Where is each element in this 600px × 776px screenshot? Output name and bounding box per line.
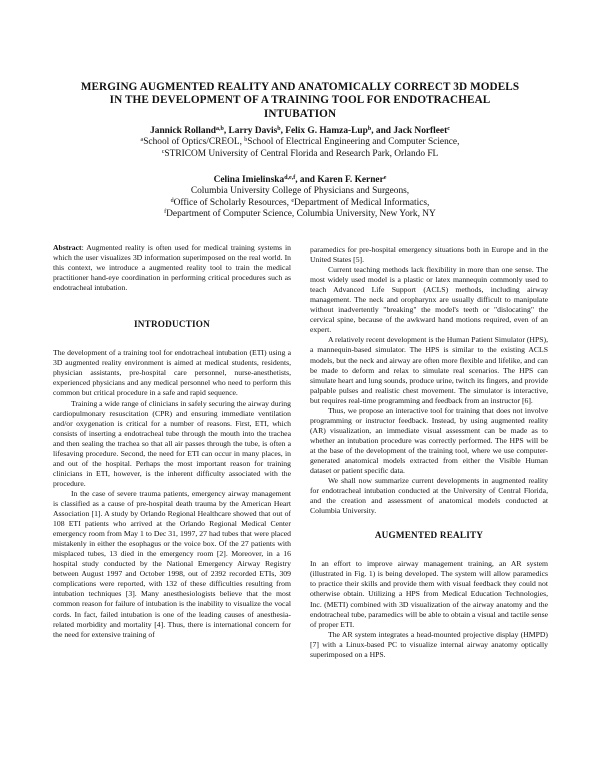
author-block-columbia: [40, 175, 560, 221]
author-names: Jannick Rolland$^{a,b}$, Larry Davis$^b$, Felix G. Hamza-Lup$^b$, and Jack Norfleet$^c$: [150, 126, 450, 136]
affiliation-line: $^f$Department of Computer Science, Columbia University, New York, NY: [164, 209, 436, 220]
abstract: [53, 243, 291, 293]
author-names: Celina Imielinska$^{d,e,f}$, and Karen F. Kerner$^e$: [213, 175, 387, 185]
title-line: INTUBATION: [263, 107, 337, 120]
title-line: MERGING AUGMENTED REALITY AND ANATOMICALLY CORRECT 3D MODELS: [80, 81, 520, 93]
affiliation-line: $^a$School of Optics/CREOL, $^b$School of Electrical Engineering and Computer Science,: [140, 137, 460, 148]
paragraph: Thus, we propose an interactive tool for training that does not involve programming or instructor feedback. Instead, by using augmented reality (AR) visualization, an immediate visual assessment can be made as to whether an intubation procedure was correctly performed. The HPS will be at the base of the development of the training tool, where we use computer-generated anatomical models extracted from either the Visible Human dataset or patient specific data.: [310, 405, 548, 476]
affiliation-line: $^d$Office of Scholarly Resources, $^e$Department of Medical Informatics,: [170, 197, 430, 208]
paragraph: The development of a training tool for endotracheal intubation (ETI) using a 3D augmented reality environment is aimed at medical students, residents, physician assistants, pre-hospital care personnel, nurse-anesthetists, experienced physicians and any medical personnel who need to perform this common but critical procedure in a safe and rapid sequence.: [53, 348, 291, 398]
paper-title: [60, 81, 540, 121]
paragraph: Training a wide range of clinicians in safely securing the airway during cardiopulmonary resuscitation (CPR) and ensuring immediate ventilation and/or oxygenation is critical for a number of reasons. First, ETI, which consists of inserting a endotracheal tube through the mouth into the trachea and then sealing the trachea so that all air passes through the tube, is often a lifesaving procedure. Second, the need for ETI can occur in many places, in and out of the hospital. Perhaps the most important reason for training clinicians in ETI, however, is the inherent difficulty associated with the procedure.: [53, 398, 291, 488]
paragraph: In the case of severe trauma patients, emergency airway management is classified as a cause of pre-hospital death trauma by the American Heart Association [1]. A study by Orlando Regional Healthcare showed that out of 108 ETI patients who arrived at the Orlando Regional Medical Center emergency room from May 1 to Dec 31, 1997, 27 had tubes that were placed mistakenly in either the esophagus or the voice box. Of the 27 patients with misplaced tubes, 13 died in the emergency room [2]. Moreover, in a 16 hospital study conducted by the National Emergency Airway Registry between August 1997 and October 1998, out of 2392 recorded ETIs, 309 complications were reported, with 132 of these difficulties resulting from intubation techniques [3]. Many anesthesiologists believe that the most common reason for failure of intubation is the inability to visualize the vocal cords. In fact, failed intubation is one of the leading causes of anesthesia-related morbidity and mortality [4]. Thus, there is international concern for the need for extensive training of: [53, 488, 291, 639]
paragraph: A relatively recent development is the Human Patient Simulator (HPS), a mannequin-based simulator. The HPS is similar to the existing ACLS models, but the neck and airway are often more flexible and lifelike, and can be made to deform and relax to simulate real scenarios. The HPS can simulate heart and lung sounds, produce urine, twitch its fingers, and provide palpable pulses and realistic chest movement. The simulator is interactive, but requires real-time programming and feedback from an instructor [6].: [310, 335, 548, 405]
paragraph: The AR system integrates a head-mounted projective display (HMPD) [7] with a Linux-based PC to visualize internal airway anatomy optically superimposed on a HPS.: [310, 629, 548, 659]
paragraph: We shall now summarize current developments in augmented reality for endotracheal intubation conducted at the University of Central Florida, and the creation and assessment of anatomical models conducted at Columbia University.: [310, 476, 548, 516]
title-line: IN THE DEVELOPMENT OF A TRAINING TOOL FOR ENDOTRACHEAL: [109, 94, 491, 107]
section-heading-introduction: INTRODUCTION: [134, 319, 210, 330]
paragraph: paramedics for pre-hospital emergency situations both in Europe and in the United States [5].: [310, 245, 548, 265]
abstract-label: Abstract: [53, 243, 82, 252]
author-block-ucf: [40, 126, 560, 160]
left-column: [53, 243, 291, 640]
abstract-text: : Augmented reality is often used for medical training systems in which the user visualizes 3D information superimposed on the real world. In this context, we introduce a augmented reality tool to train the medical practitioner hand-eye coordination in performing critical procedures such as endotracheal intubation.: [53, 243, 291, 293]
section-heading-augmented-reality: AUGMENTED REALITY: [374, 530, 484, 541]
institution-line: Columbia University College of Physicians and Surgeons,: [190, 186, 410, 197]
right-column: [310, 245, 548, 660]
paragraph: In an effort to improve airway management training, an AR system (illustrated in Fig. 1) is being developed. The system will allow paramedics to practice their skills and provide them with visual feedback they could not otherwise obtain. Utilizing a HPS from Medical Education Technologies, Inc. (METI) combined with 3D visualization of the airway anatomy and the endotracheal tube, paramedics will be able to obtain a visual and tactile sense of proper ETI.: [310, 559, 549, 629]
affiliation-line: $^c$STRICOM University of Central Florida and Research Park, Orlando FL: [161, 148, 439, 159]
paragraph: Current teaching methods lack flexibility in more than one sense. The most widely used model is a plastic or latex mannequin commonly used to teach Advanced Life Support (ACLS) methods, including airway management. The neck and oropharynx are usually difficult to manipulate without inadvertently "breaking" the model's teeth or "dislocating" the cervical spine, because of the awkward hand motions required, even of an expert.: [310, 265, 548, 335]
